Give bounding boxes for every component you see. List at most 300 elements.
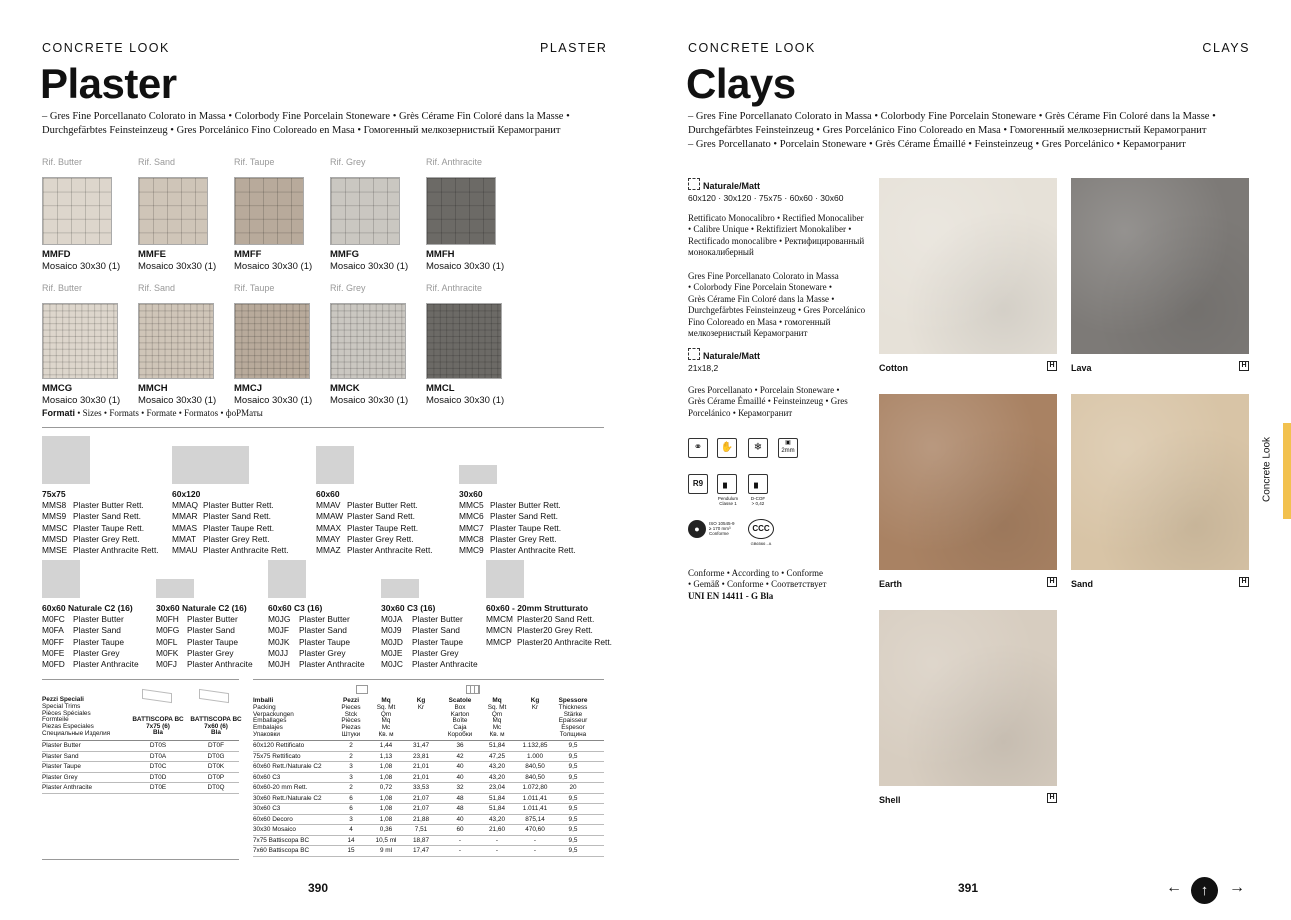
reference-label: Rif. Butter bbox=[42, 283, 83, 293]
battiscopa-7x75-header bbox=[130, 717, 186, 737]
product-description: Mosaico 30x30 (1) bbox=[426, 395, 505, 406]
format-code: M0FC bbox=[42, 614, 65, 624]
previous-page-button[interactable]: ← bbox=[1166, 879, 1182, 896]
column-header-line: Pièces bbox=[341, 717, 361, 725]
format-name: Plaster Anthracite Rett. bbox=[347, 545, 433, 556]
r9-icon: R9 bbox=[688, 474, 708, 494]
format-name: Plaster Grey bbox=[187, 647, 234, 658]
table-cell: 1.011,41 bbox=[522, 794, 548, 802]
format-title: 60x60 - 20mm Strutturato bbox=[486, 603, 589, 613]
note-line: • Gemäß • Conforme • Соответствует bbox=[688, 579, 827, 590]
format-name: Plaster Sand bbox=[299, 625, 347, 636]
table-cell: 51,84 bbox=[489, 742, 505, 749]
table-header-line: Упаковки bbox=[253, 730, 280, 738]
format-item bbox=[459, 545, 576, 556]
column-header-line: 7x75 (6) bbox=[146, 722, 170, 730]
table-row bbox=[253, 752, 604, 763]
format-name: Plaster Butter Rett. bbox=[73, 500, 144, 510]
note-line: Rettificato Monocalibro • Rectified Monocaliber bbox=[688, 213, 864, 223]
sizes-label-2: 21x18,2 bbox=[688, 363, 719, 373]
format-name: Plaster Taupe Rett. bbox=[203, 522, 275, 533]
formati-label: Formati bbox=[42, 408, 76, 418]
table-row bbox=[42, 762, 239, 773]
product-description: Mosaico 30x30 (1) bbox=[42, 395, 121, 406]
format-code: M0FJ bbox=[156, 659, 177, 670]
table-header-line: Special Trims bbox=[42, 702, 81, 710]
format-code: M0FG bbox=[156, 625, 180, 636]
table-header-line: Emballages bbox=[253, 717, 287, 725]
table-cell: 2 bbox=[349, 752, 353, 760]
table-cell: 60x120 Rettificato bbox=[253, 742, 305, 749]
table-cell: 9,5 bbox=[568, 763, 578, 770]
format-code: MMAQ bbox=[172, 500, 199, 510]
thickness-icon: ▣ 2mm bbox=[778, 438, 798, 458]
special-trims-rows bbox=[42, 740, 239, 795]
note-line: Rectificado monocalibre • Ректифицированный bbox=[688, 235, 865, 246]
format-title: 30x60 bbox=[459, 489, 483, 499]
format-name: Plaster Taupe bbox=[73, 636, 125, 647]
mosaic-swatch[interactable] bbox=[42, 303, 118, 379]
tile-name: Sand bbox=[1071, 579, 1094, 589]
note-line: Grès Cérame Émaillé • Feinsteinzeug • Gres bbox=[688, 396, 848, 407]
format-item bbox=[156, 614, 238, 625]
column-header-line: Espesor bbox=[561, 724, 585, 732]
divider bbox=[42, 679, 239, 680]
table-cell: 30x60 C3 bbox=[253, 805, 281, 812]
format-code: MMAX bbox=[316, 522, 342, 533]
table-cell: 40 bbox=[456, 773, 464, 781]
format-name: Plaster Anthracite Rett. bbox=[73, 545, 159, 556]
column-header-line: Kg bbox=[530, 697, 540, 704]
table-header-line: Piezas Especiales bbox=[42, 723, 94, 731]
tile-swatch-shell[interactable] bbox=[879, 610, 1057, 786]
table-row bbox=[253, 815, 604, 826]
table-cell: 60x60 Decoro bbox=[253, 815, 293, 823]
format-name: Plaster Taupe bbox=[187, 636, 239, 647]
table-cell: 23,81 bbox=[413, 752, 429, 760]
format-code: M0FA bbox=[42, 625, 64, 636]
column-header-line: Kg bbox=[416, 697, 426, 704]
format-code: M0JJ bbox=[268, 647, 289, 658]
table-cell: 9,5 bbox=[568, 773, 578, 781]
right-section-label: CONCRETE LOOK bbox=[688, 41, 816, 55]
tile-name: Lava bbox=[1071, 363, 1092, 373]
table-cell: 1.000 bbox=[527, 752, 543, 760]
table-cell: 18,87 bbox=[413, 836, 429, 844]
column-header-line: Толщина bbox=[559, 730, 587, 738]
format-item bbox=[42, 659, 139, 670]
table-row bbox=[253, 762, 604, 773]
format-code: MMAW bbox=[316, 511, 344, 522]
note-line: Fino Coloreado en Masa • гомогенный bbox=[688, 316, 831, 327]
table-header-line: Pezzi Speciali bbox=[42, 696, 84, 703]
table-cell: 9,5 bbox=[568, 794, 578, 802]
column-header-line: Pieces bbox=[341, 703, 361, 711]
table-cell: 1,44 bbox=[379, 742, 393, 749]
table-row bbox=[42, 752, 239, 763]
box-icon bbox=[466, 685, 480, 694]
table-cell: 51,84 bbox=[489, 805, 505, 812]
mosaic-swatch[interactable] bbox=[426, 303, 502, 379]
product-code: MMCK bbox=[330, 383, 360, 394]
table-header-line: Packing bbox=[253, 703, 276, 711]
side-tab-accent bbox=[1283, 423, 1291, 519]
format-size-swatch bbox=[172, 446, 249, 484]
conformity-note bbox=[688, 568, 868, 591]
format-item bbox=[156, 637, 238, 648]
format-item bbox=[172, 500, 274, 511]
battiscopa-7x60-header bbox=[188, 717, 244, 737]
column-header-line: Kr bbox=[531, 703, 539, 711]
table-cell: Plaster Sand bbox=[42, 752, 79, 760]
packing-table bbox=[253, 685, 604, 860]
column-header-line: Коробки bbox=[447, 730, 473, 738]
subtitle-line: – Gres Fine Porcellanato Colorato in Massa • Colorbody Fine Porcelain Stoneware • Grès Cérame Fin Coloré dans la Masse • bbox=[688, 111, 1216, 122]
format-item bbox=[42, 500, 144, 511]
table-header-line: Специальные Изделия bbox=[42, 729, 111, 737]
mosaic-swatch[interactable] bbox=[234, 303, 310, 379]
format-code: MMS8 bbox=[42, 500, 67, 510]
column-header-line: Piezas bbox=[341, 724, 361, 732]
table-cell: 875,14 bbox=[525, 815, 545, 823]
column-header-line: BATTISCOPA BC bbox=[190, 716, 242, 723]
table-cell: - bbox=[495, 847, 499, 854]
format-item bbox=[316, 534, 414, 545]
column-header-line: Pezzi bbox=[343, 697, 359, 704]
format-code: M0J9 bbox=[381, 625, 402, 636]
table-cell: 42 bbox=[456, 752, 464, 760]
format-item bbox=[459, 500, 561, 511]
note-line: Grès Cérame Fin Coloré dans la Masse • bbox=[688, 293, 835, 304]
finish-label-1: Naturale/Matt bbox=[703, 181, 761, 191]
table-cell: 21,01 bbox=[413, 763, 429, 770]
table-cell: 7x60 Battiscopa BC bbox=[253, 847, 310, 854]
format-name: Plaster Sand Rett. bbox=[347, 511, 415, 522]
skirting-icon bbox=[142, 689, 172, 703]
divider bbox=[42, 859, 239, 860]
column-header bbox=[479, 698, 515, 739]
format-item bbox=[268, 648, 346, 659]
format-item bbox=[459, 534, 557, 545]
mosaic-swatch[interactable] bbox=[138, 303, 214, 379]
table-cell: 470,60 bbox=[525, 826, 545, 833]
column-header-line: Stck bbox=[344, 710, 358, 718]
column-header-line: Bla bbox=[153, 729, 163, 737]
format-item bbox=[316, 500, 418, 511]
reference-label: Rif. Grey bbox=[330, 157, 366, 167]
reference-label: Rif. Anthracite bbox=[426, 157, 483, 167]
table-cell: DT0K bbox=[207, 763, 225, 770]
tile-swatch-earth[interactable] bbox=[879, 394, 1057, 570]
table-cell: DT0E bbox=[149, 784, 167, 791]
table-cell: 14 bbox=[347, 836, 355, 844]
table-cell: 60x60 Rett./Naturale C2 bbox=[253, 763, 322, 770]
format-item bbox=[486, 637, 612, 648]
table-cell: 9,5 bbox=[568, 826, 578, 833]
format-code: MMSC bbox=[42, 522, 68, 533]
format-item bbox=[42, 534, 140, 545]
product-code: MMFD bbox=[42, 249, 71, 260]
format-code: M0JF bbox=[268, 625, 289, 636]
page-number-left: 390 bbox=[308, 881, 329, 895]
subtitle-line: Durchgefärbtes Feinsteinzeug • Gres Porcelánico Fino Coloreado en Masa • Гомогенный мелкозернистый Керамогранит bbox=[42, 125, 561, 136]
format-title: 75x75 bbox=[42, 489, 66, 499]
table-row bbox=[253, 825, 604, 836]
product-code: MMFG bbox=[330, 249, 360, 260]
format-name: Plaster Anthracite Rett. bbox=[490, 545, 576, 556]
tile-swatch-sand[interactable] bbox=[1071, 394, 1249, 570]
format-item bbox=[268, 625, 347, 636]
column-header-line: Mq bbox=[381, 717, 391, 725]
packing-rows bbox=[253, 740, 604, 856]
mosaic-swatch[interactable] bbox=[330, 303, 406, 379]
format-name: Plaster Grey bbox=[73, 647, 120, 658]
table-cell: Plaster Taupe bbox=[42, 763, 81, 770]
product-description: Mosaico 30x30 (1) bbox=[42, 261, 121, 272]
note-line: монокалиберный bbox=[688, 247, 754, 258]
subtitle-line: – Gres Fine Porcellanato Colorato in Massa • Colorbody Fine Porcelain Stoneware • Grès Cérame Fin Coloré dans la Masse • bbox=[42, 111, 570, 122]
format-size-swatch bbox=[268, 560, 306, 598]
format-item bbox=[42, 637, 124, 648]
mosaic-swatch[interactable] bbox=[138, 177, 208, 245]
column-header bbox=[442, 698, 478, 739]
format-name: Plaster Sand Rett. bbox=[73, 511, 141, 522]
mosaic-swatch[interactable] bbox=[42, 177, 112, 245]
product-code: MMFE bbox=[138, 249, 166, 260]
frost-resistant-icon: ❄ bbox=[748, 438, 768, 458]
wall-floor-icon: ✋ bbox=[717, 438, 737, 458]
scroll-top-button[interactable]: ↑ bbox=[1191, 877, 1218, 904]
table-row bbox=[42, 741, 239, 752]
note-line: • Colorbody Fine Porcelain Stoneware • bbox=[688, 282, 833, 293]
format-item bbox=[381, 614, 463, 625]
format-code: MMC8 bbox=[459, 533, 484, 544]
format-code: MMC7 bbox=[459, 522, 484, 533]
table-cell: 840,50 bbox=[525, 773, 545, 781]
format-item bbox=[172, 534, 270, 545]
table-cell: 21,01 bbox=[413, 773, 429, 781]
format-name: Plaster Taupe bbox=[412, 636, 464, 647]
format-name: Plaster Taupe Rett. bbox=[490, 522, 562, 533]
table-cell: 20 bbox=[569, 784, 577, 791]
table-cell: - bbox=[458, 836, 462, 844]
format-name: Plaster Grey bbox=[299, 647, 346, 658]
format-name: Plaster Grey Rett. bbox=[490, 533, 557, 544]
column-header-line: 7x60 (6) bbox=[204, 722, 228, 730]
product-description: Mosaico 30x30 (1) bbox=[234, 261, 313, 272]
format-code: M0JH bbox=[268, 659, 290, 670]
format-size-swatch bbox=[42, 436, 90, 484]
format-code: MMC9 bbox=[459, 545, 484, 556]
table-cell: 9,5 bbox=[568, 847, 578, 854]
mosaic-swatch[interactable] bbox=[330, 177, 400, 245]
sizes-label-1: 60x120 · 30x120 · 75x75 · 60x60 · 30x60 bbox=[688, 193, 844, 203]
format-name: Plaster Taupe Rett. bbox=[73, 522, 145, 533]
table-cell: 1,08 bbox=[379, 815, 393, 823]
format-code: MMAT bbox=[172, 533, 197, 544]
column-header-line: Mq bbox=[492, 717, 502, 725]
format-code: MMAV bbox=[316, 500, 341, 510]
left-section-label: CONCRETE LOOK bbox=[42, 41, 170, 55]
product-description: Mosaico 30x30 (1) bbox=[138, 261, 217, 272]
format-item bbox=[268, 614, 350, 625]
reference-label: Rif. Butter bbox=[42, 157, 83, 167]
mosaic-swatch[interactable] bbox=[234, 177, 304, 245]
format-code: M0FD bbox=[42, 659, 65, 670]
table-cell: 3 bbox=[349, 815, 353, 823]
table-cell: 1.132,85 bbox=[522, 742, 548, 749]
table-cell: - bbox=[533, 836, 537, 844]
column-header bbox=[403, 698, 439, 712]
table-row bbox=[253, 846, 604, 857]
format-item bbox=[42, 511, 141, 522]
format-code: MMSE bbox=[42, 545, 68, 556]
table-cell: - bbox=[458, 847, 462, 854]
format-size-swatch bbox=[381, 579, 419, 598]
table-cell: 33,53 bbox=[413, 784, 429, 791]
divider bbox=[253, 679, 604, 680]
reference-label: Rif. Taupe bbox=[234, 283, 275, 293]
format-code: MMCP bbox=[486, 636, 512, 647]
subtitle-line: – Gres Porcellanato • Porcelain Stoneware • Grès Cérame Émaillé • Feinsteinzeug • Gres Porcelánico • Керамогранит bbox=[688, 139, 1186, 150]
iso-label-line: ISO 10545-9 bbox=[709, 521, 735, 526]
format-item bbox=[172, 523, 274, 534]
iso-label-line: ≥ 170 mm³ bbox=[709, 526, 731, 531]
format-name: Plaster Sand bbox=[412, 625, 460, 636]
stain-resistance-icon: ⚭ bbox=[688, 438, 708, 458]
column-header-line: Boîte bbox=[452, 717, 468, 725]
table-row bbox=[253, 783, 604, 794]
format-item bbox=[156, 625, 235, 636]
table-cell: 60x60 C3 bbox=[253, 773, 281, 781]
column-header-line: Кв. м bbox=[489, 730, 505, 738]
format-item bbox=[42, 523, 144, 534]
format-code: M0FH bbox=[156, 614, 179, 624]
table-row bbox=[253, 794, 604, 805]
format-name: Plaster Anthracite bbox=[299, 659, 365, 670]
skirting-icon bbox=[199, 689, 229, 703]
table-cell: DT0P bbox=[207, 773, 225, 781]
column-header-line: Mc bbox=[492, 724, 502, 732]
column-header-line: Scatole bbox=[448, 697, 472, 704]
ccc-icon: CCC bbox=[748, 519, 774, 539]
note-line: • Calibre Unique • Rektifiziert Monokaliber • bbox=[688, 224, 852, 235]
format-item bbox=[172, 545, 289, 556]
format-size-swatch bbox=[156, 579, 194, 598]
table-cell: 9,5 bbox=[568, 836, 578, 844]
tile-name: Earth bbox=[879, 579, 903, 589]
format-name: Plaster Sand bbox=[73, 625, 121, 636]
product-description: Mosaico 30x30 (1) bbox=[426, 261, 505, 272]
special-trims-table bbox=[42, 696, 242, 797]
table-cell: 9,5 bbox=[568, 815, 578, 823]
table-cell: 9,5 bbox=[568, 742, 578, 749]
format-item bbox=[42, 648, 120, 659]
table-cell: 9,5 bbox=[568, 752, 578, 760]
table-row bbox=[42, 783, 239, 794]
piece-icon bbox=[356, 685, 368, 694]
right-page-title: Clays bbox=[686, 60, 796, 107]
format-code: M0FE bbox=[42, 647, 65, 658]
note-line: мелкозернистый Керамогранит bbox=[688, 328, 808, 339]
format-code: M0FF bbox=[42, 636, 64, 647]
format-item bbox=[316, 523, 418, 534]
tile-swatch-lava[interactable] bbox=[1071, 178, 1249, 354]
product-description: Mosaico 30x30 (1) bbox=[234, 395, 313, 406]
table-cell: 0,36 bbox=[379, 826, 393, 833]
table-cell: 1.072,80 bbox=[522, 784, 548, 791]
format-name: Plaster Butter bbox=[187, 614, 238, 624]
format-item bbox=[316, 511, 415, 522]
column-header bbox=[333, 698, 369, 739]
format-title: 60x120 bbox=[172, 489, 201, 499]
column-header-line: Mq bbox=[492, 697, 502, 704]
format-name: Plaster Anthracite bbox=[187, 659, 253, 670]
format-code: MMCN bbox=[486, 625, 513, 636]
dcof-icon: ▖ bbox=[748, 474, 768, 494]
table-cell: 840,50 bbox=[525, 763, 545, 770]
table-cell: 40 bbox=[456, 763, 464, 770]
format-name: Plaster Sand Rett. bbox=[490, 511, 558, 522]
side-tab-label[interactable]: Concrete Look bbox=[1261, 436, 1273, 503]
format-name: Plaster Taupe bbox=[299, 636, 351, 647]
format-name: Plaster Taupe Rett. bbox=[347, 522, 419, 533]
table-cell: 2 bbox=[349, 742, 353, 749]
format-item bbox=[172, 511, 271, 522]
table-cell: 21,07 bbox=[413, 805, 429, 812]
right-category-label: CLAYS bbox=[1202, 41, 1250, 55]
column-header-line: Kr bbox=[417, 703, 425, 711]
tile-swatch-cotton[interactable] bbox=[879, 178, 1057, 354]
pendulum-label-line: Classe 1 bbox=[719, 501, 737, 506]
column-header-line: Mc bbox=[381, 724, 391, 732]
tile-name: Cotton bbox=[879, 363, 908, 373]
table-cell: 1,08 bbox=[379, 805, 393, 812]
table-cell: 9,5 bbox=[568, 805, 578, 812]
product-description: Mosaico 30x30 (1) bbox=[330, 395, 409, 406]
table-cell: DT0Q bbox=[207, 784, 225, 791]
format-code: M0JK bbox=[268, 636, 290, 647]
table-cell: DT0A bbox=[149, 752, 167, 760]
format-item bbox=[486, 614, 594, 625]
format-name: Plaster20 Sand Rett. bbox=[517, 614, 595, 624]
format-name: Plaster Anthracite bbox=[412, 659, 478, 670]
table-cell: DT0F bbox=[208, 742, 224, 749]
tile-hint-badge: H bbox=[1047, 577, 1057, 587]
format-name: Plaster Butter bbox=[412, 614, 463, 624]
column-header-line: Thickness bbox=[558, 703, 588, 711]
format-item bbox=[42, 614, 124, 625]
format-title: 60x60 bbox=[316, 489, 340, 499]
table-cell: DT0S bbox=[149, 742, 167, 749]
table-cell: 7x75 Battiscopa BC bbox=[253, 836, 310, 844]
norm-label: UNI EN 14411 - G Bla bbox=[688, 591, 774, 601]
product-description: Mosaico 30x30 (1) bbox=[330, 261, 409, 272]
ccc-label: GB6566 - A bbox=[750, 541, 772, 546]
format-name: Plaster Sand bbox=[187, 625, 235, 636]
format-item bbox=[486, 625, 593, 636]
next-page-button[interactable]: → bbox=[1229, 879, 1245, 896]
product-code: MMCJ bbox=[234, 383, 262, 394]
column-header-line: Mq bbox=[381, 697, 391, 704]
reference-label: Rif. Sand bbox=[138, 157, 176, 167]
table-cell: 47,25 bbox=[489, 752, 505, 760]
table-cell: Plaster Anthracite bbox=[42, 784, 93, 791]
table-cell: 3 bbox=[349, 773, 353, 781]
divider bbox=[42, 427, 604, 428]
tile-hint-badge: H bbox=[1239, 577, 1249, 587]
mosaic-swatch[interactable] bbox=[426, 177, 496, 245]
